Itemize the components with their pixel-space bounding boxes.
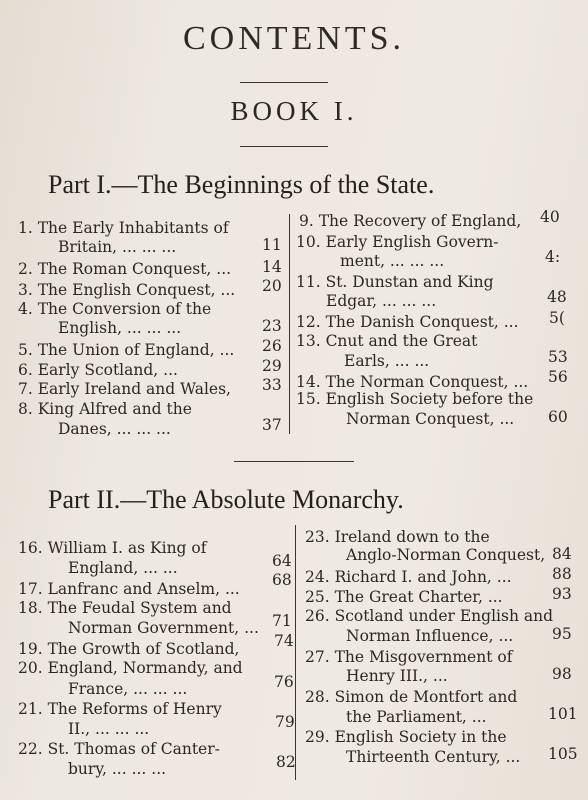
toc-entry-line: England, ... ... (68, 559, 178, 577)
toc-page-number: 101 (548, 705, 578, 723)
toc-page-number: 64 (272, 552, 292, 570)
toc-entry-line: 22. St. Thomas of Canter- (18, 740, 220, 758)
toc-page-number: 5( (549, 309, 565, 327)
toc-page-number: 29 (262, 357, 282, 375)
column-divider (289, 214, 290, 434)
divider-rule (240, 146, 328, 147)
toc-entry-line: 14. The Norman Conquest, ... (296, 373, 529, 391)
toc-entry-line: 20. England, Normandy, and (18, 659, 243, 677)
toc-page-number: 82 (276, 753, 296, 771)
divider-rule (234, 461, 354, 462)
part2-title: Part II.—The Absolute Monarchy. (48, 485, 404, 514)
toc-page-number: 23 (262, 317, 282, 335)
toc-entry-line: 24. Richard I. and John, ... (305, 568, 512, 586)
toc-page-number: 53 (548, 348, 568, 366)
toc-page-number: 60 (548, 408, 568, 426)
toc-entry-line: 9. The Recovery of England, (299, 212, 522, 230)
toc-entry-line: 16. William I. as King of (18, 539, 207, 557)
toc-page-number: 93 (552, 585, 572, 603)
toc-entry-line: 13. Cnut and the Great (296, 332, 478, 350)
toc-page-number: 79 (275, 713, 295, 731)
toc-page-number: 71 (272, 612, 292, 630)
toc-entry-line: 26. Scotland under English and (305, 607, 554, 625)
toc-entry-line: Thirteenth Century, ... (346, 748, 521, 766)
toc-entry-line: 25. The Great Charter, ... (305, 588, 503, 606)
toc-entry-line: Danes, ... ... ... (58, 420, 171, 438)
toc-entry-line: 5. The Union of England, ... (18, 341, 235, 359)
toc-page-number: 48 (547, 288, 567, 306)
toc-entry-line: 27. The Misgovernment of (305, 648, 513, 666)
toc-page-number: 20 (262, 277, 282, 295)
book-heading: BOOK I. (230, 96, 358, 126)
toc-entry-line: 1. The Early Inhabitants of (18, 219, 229, 237)
toc-entry-line: 11. St. Dunstan and King (296, 273, 494, 291)
toc-entry-line: Earls, ... ... (344, 352, 430, 370)
toc-entry-line: bury, ... ... ... (68, 760, 167, 778)
toc-page-number: 33 (262, 376, 282, 394)
toc-entry-line: 19. The Growth of Scotland, (18, 640, 240, 658)
toc-entry-line: English, ... ... ... (58, 319, 182, 337)
toc-page-number: 105 (548, 745, 578, 763)
toc-page-number: 56 (548, 368, 568, 386)
toc-page-number: 88 (552, 565, 572, 583)
toc-entry-line: Anglo-Norman Conquest, (346, 546, 546, 564)
toc-entry-line: 17. Lanfranc and Anselm, ... (18, 580, 240, 598)
toc-entry-line: 3. The English Conquest, ... (18, 281, 236, 299)
toc-entry-line: 28. Simon de Montfort and (305, 688, 518, 706)
toc-page-number: 11 (262, 236, 282, 254)
toc-page-number: 84 (552, 545, 572, 563)
toc-entry-line: 23. Ireland down to the (305, 528, 490, 546)
toc-entry-line: 6. Early Scotland, ... (18, 361, 178, 379)
toc-entry-line: II., ... ... ... (68, 720, 150, 738)
toc-entry-line: Britain, ... ... ... (58, 238, 177, 256)
toc-entry-line: 10. Early English Govern- (296, 233, 499, 251)
toc-entry-line: France, ... ... ... (68, 680, 188, 698)
toc-entry-line: 29. English Society in the (305, 728, 507, 746)
column-divider (295, 525, 296, 780)
toc-entry-line: Norman Government, ... (68, 619, 259, 637)
toc-page-number: 95 (552, 625, 572, 643)
part1-title: Part I.—The Beginnings of the State. (48, 170, 435, 199)
toc-page-number: 74 (274, 632, 294, 650)
toc-entry-line: 8. King Alfred and the (18, 400, 192, 418)
toc-entry-line: Norman Influence, ... (346, 627, 514, 645)
toc-page-number: 14 (262, 258, 282, 276)
toc-entry-line: Henry III., ... (346, 667, 448, 685)
toc-entry-line: 21. The Reforms of Henry (18, 700, 222, 718)
toc-entry-line: ment, ... ... ... (340, 252, 445, 270)
divider-rule (240, 82, 328, 83)
toc-entry-line: 2. The Roman Conquest, ... (18, 260, 232, 278)
toc-page-number: 37 (262, 416, 282, 434)
toc-entry-line: Norman Conquest, ... (346, 410, 515, 428)
toc-entry-line: the Parliament, ... (346, 708, 487, 726)
toc-entry-line: 4. The Conversion of the (18, 300, 212, 318)
toc-entry-line: Edgar, ... ... ... (326, 292, 437, 310)
toc-page-number: 4: (545, 248, 561, 266)
toc-entry-line: 18. The Feudal System and (18, 599, 232, 617)
toc-entry-line: 12. The Danish Conquest, ... (296, 313, 519, 331)
contents-heading: CONTENTS. (182, 20, 406, 57)
toc-entry-line: 15. English Society before the (296, 390, 534, 408)
toc-page-number: 68 (272, 571, 292, 589)
toc-page-number: 40 (540, 208, 560, 226)
toc-page-number: 76 (274, 673, 294, 691)
toc-page-number: 98 (552, 665, 572, 683)
toc-entry-line: 7. Early Ireland and Wales, (18, 380, 231, 398)
toc-page-number: 26 (262, 337, 282, 355)
